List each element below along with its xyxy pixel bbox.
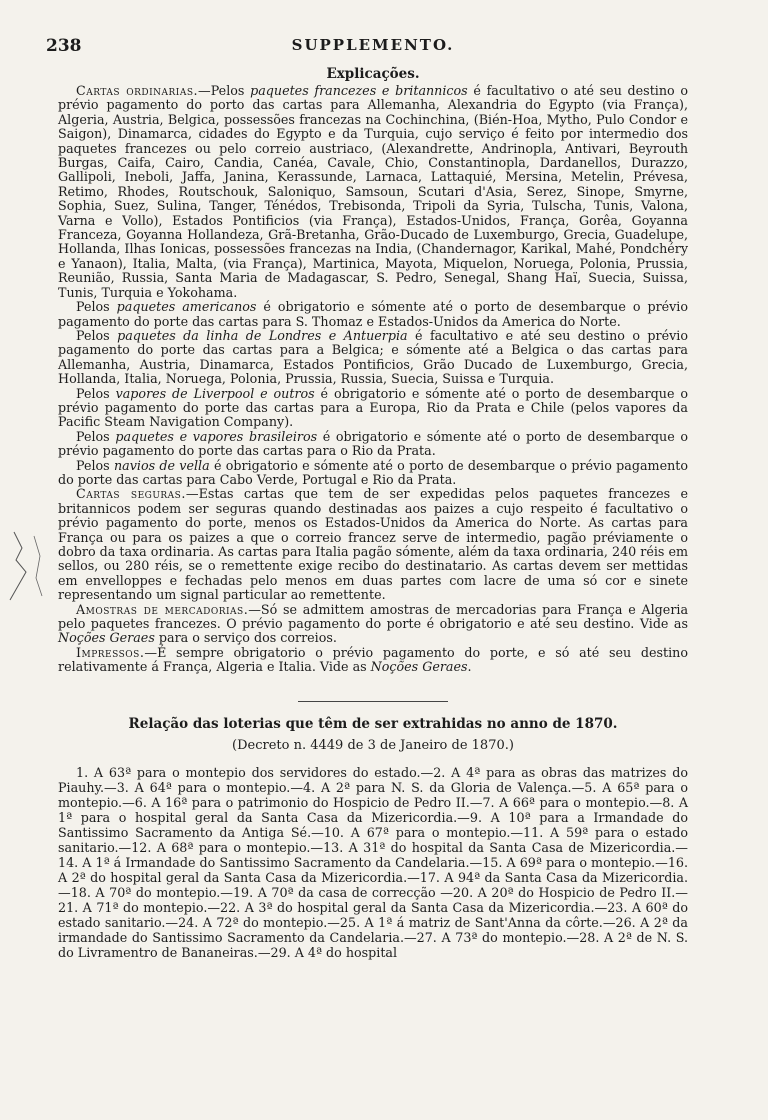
text-fragment: —Estas cartas que tem de ser expedidas pelos paquetes francezes e britannicos podem ser seguras quando destinadas aos paizes a cujo respeito é facultativo o prévio pagamento do porte, menos os Estados-Unidos da America do Norte. As cartas para França ou para os paizes a que o correio francez serve de intermedio, pagão préviamente o dobro da taxa ordinaria. As cartas para Italia pagão sómente, além da taxa ordinaria, 240 réis em sellos, ou 280 réis, se o remettente exige recibo do destinatario. As cartas devem ser mettidas em envelloppes e fechadas pelo menos em duas partes com lacre de uma só cor e sinete representando um signal particular ao remettente. (58, 486, 688, 603)
text-fragment: —Pelos (198, 83, 251, 98)
section-divider (298, 701, 448, 702)
paragraph-amostras (58, 603, 688, 646)
italic-phrase: Noções Geraes (370, 659, 468, 675)
decree-reference: (Decreto n. 4449 de 3 de Janeiro de 1870.) (232, 737, 514, 753)
page-header (46, 36, 688, 58)
italic-phrase: paquetes da linha de Londres e Antuerpia (117, 327, 408, 343)
margin-pencil-mark-icon (4, 526, 54, 606)
italic-phrase: Noções Geraes (58, 630, 155, 646)
text-fragment: é facultativo e até seu destino o prévio pagamento do porte das cartas para a Belgica; e sómente até a Belgica o das cartas para Allemanha, Austria, Dinamarca, Estados Pontificios, Grão Ducado de Luxemburgo, Grecia, Hollanda, Italia, Noruega, Polonia, Prussia, Russia, Suecia, Suissa e Turquia. (58, 327, 688, 387)
italic-phrase: vapores de Liverpool e outros (115, 385, 315, 401)
paragraph-vella (58, 459, 688, 488)
italic-phrase: paquetes francezes e britannicos (250, 83, 468, 98)
label-cartas-ordinarias: Cartas ordinarias. (76, 83, 199, 98)
text-fragment: é obrigatorio e sómente até o porto de desembarque o prévio pagamento do porte das cartas para Cabo Verde, Portugal e Rio da Prata. (58, 457, 688, 487)
text-fragment: . (467, 659, 472, 675)
paragraph-londres (58, 329, 688, 387)
text-fragment: —Só se admittem amostras de mercadorias para França e Algeria pelo paquetes francezes. O prévio pagamento do porte é obrigatorio e até seu destino. Vide as (58, 601, 689, 632)
paragraph-liverpool (58, 387, 688, 430)
paragraph-cartas-seguras (58, 487, 688, 602)
label-amostras: Amostras de mercadorias. (76, 601, 249, 617)
paragraph-impressos (58, 646, 688, 675)
text-fragment: Pelos (76, 385, 116, 401)
text-fragment: Pelos (76, 327, 118, 343)
label-cartas-seguras: Cartas seguras. (76, 486, 186, 502)
label-impressos: Impressos. (76, 644, 145, 660)
page-number: 238 (46, 36, 82, 56)
italic-phrase: navios de vella (113, 457, 210, 473)
paragraph-brasileiros (58, 430, 688, 459)
text-fragment: é obrigatorio e sómente até o porto de desembarque o prévio pagamento do porte das cartas para o Rio da Prata. (58, 428, 688, 459)
paragraph-americanos (58, 300, 688, 329)
text-fragment: é facultativo o até seu destino o prévio pagamento do porto das cartas para Allemanha, Alexandria do Egypto (via França), Algeria, Austria, Belgica, possessões francezas na Cochinchina, (Bién-Hoa, Mytho, Pulo Condor e Saigon), Dinamarca, cidades do Egypto e da Turquia, cujo serviço é feito por intermedio dos paquetes francezes ou pelo correio austriaco, (Alexandrette, Andrinopla, Antivari, Beyrouth Burgas, Caifa, Cairo, Candia, Canéa, Cavale, Chio, Constantinopla, Dardanellos, Durazzo, Gallipoli, Ineboli, Jaffa, Janina, Kerassunde, Larnaca, Lattaquié, Mersina, Metelin, Prévesa, Retimo, Rhodes, Routschouk, Saloniquo, Samsoun, Scutari d'Asia, Serez, Sinope, Smyrne, Sophia, Suez, Sulina, Tanger, Ténédos, Trebisonda, Tripoli da Syria, Tulscha, Tunis, Valona, Varna e Vollo), Estados Pontificios (via França), Estados-Unidos, França, Gorêa, Goyanna Franceza, Goyanna Hollandeza, Grã-Bretanha, Grão-Ducado de Luxemburgo, Grecia, Guadelupe, Hollanda, Ilhas Ionicas, possessões francezas na India, (Chandernagor, Karikal, Mahé, Pondchéry e Yanaon), Italia, Malta, (via França), Martinica, Mayota, Miquelon, Noruega, Polonia, Prussia, Reunião, Russia, Santa Maria de Madagascar, S. Pedro, Senegal, Shang Haï, Suecia, Suissa, Tunis, Turquia e Yokohama. (58, 83, 688, 300)
explicacoes-body (58, 84, 688, 675)
text-fragment: para o serviço dos correios. (154, 630, 337, 646)
document-page (46, 36, 689, 960)
section-title-explicacoes: Explicações. (326, 66, 420, 82)
text-fragment: Pelos (76, 457, 114, 473)
italic-phrase: paquetes americanos (116, 299, 257, 315)
paragraph-cartas-ordinarias (58, 84, 688, 300)
text-fragment: Pelos (76, 299, 117, 315)
running-title: SUPPLEMENTO. (291, 36, 455, 54)
text-fragment: é obrigatorio e sómente até o porto de desembarque o prévio pagamento do porte das cartas para a Europa, Rio da Prata e Chile (pelos vapores da Pacific Steam Navigation Company). (58, 385, 688, 430)
loterias-list: 1. A 63ª para o montepio dos servidores do estado.—2. A 4ª para as obras das matrizes do Piauhy.—3. A 64ª para o montepio.—4. A 2ª para N. S. da Gloria de Valença.—5. A 65ª para o montepio.—6. A 16ª para o patrimonio do Hospicio de Pedro II.—7. A 66ª para o montepio.—8. A 1ª para o hospital geral da Santa Casa da Mizericordia.—9. A 10ª para a Irmandade do Santissimo Sacramento da Antiga Sé.—10. A 67ª para o montepio.—11. A 59ª para o estado sanitario.—12. A 68ª para o montepio.—13. A 31ª do hospital da Santa Casa de Mizericordia.—14. A 1ª á Irmandade do Santissimo Sacramento da Candelaria.—15. A 69ª para o montepio.—16. A 2ª do hospital geral da Santa Casa da Mizericordia.—17. A 94ª da Santa Casa da Mizericordia.—18. A 70ª do montepio.—19. A 70ª da casa de correcção —20. A 20ª do Hospicio de Pedro II.—21. A 71ª do montepio.—22. A 3ª do hospital geral da Santa Casa da Mizericordia.—23. A 60ª do estado sanitario.—24. A 72ª do montepio.—25. A 1ª á matriz de Sant'Anna da côrte.—26. A 2ª da irmandade do Santissimo Sacramento da Candelaria.—27. A 73ª do montepio.—28. A 2ª de N. S. do Livramentro de Bananeiras.—29. A 4ª do hospital (58, 764, 688, 960)
text-fragment: —É sempre obrigatorio o prévio pagamento do porte, e só até seu destino relativamente á França, Algeria e Italia. Vide as (58, 644, 688, 675)
text-fragment: é obrigatorio e sómente até o porto de desembarque o prévio pagamento do porte das cartas para S. Thomaz e Estados-Unidos da America do Norte. (58, 299, 689, 329)
text-fragment: Pelos (76, 428, 116, 444)
section-title-loterias: Relação das loterias que têm de ser extrahidas no anno de 1870. (128, 715, 618, 732)
italic-phrase: paquetes e vapores brasileiros (115, 428, 318, 444)
